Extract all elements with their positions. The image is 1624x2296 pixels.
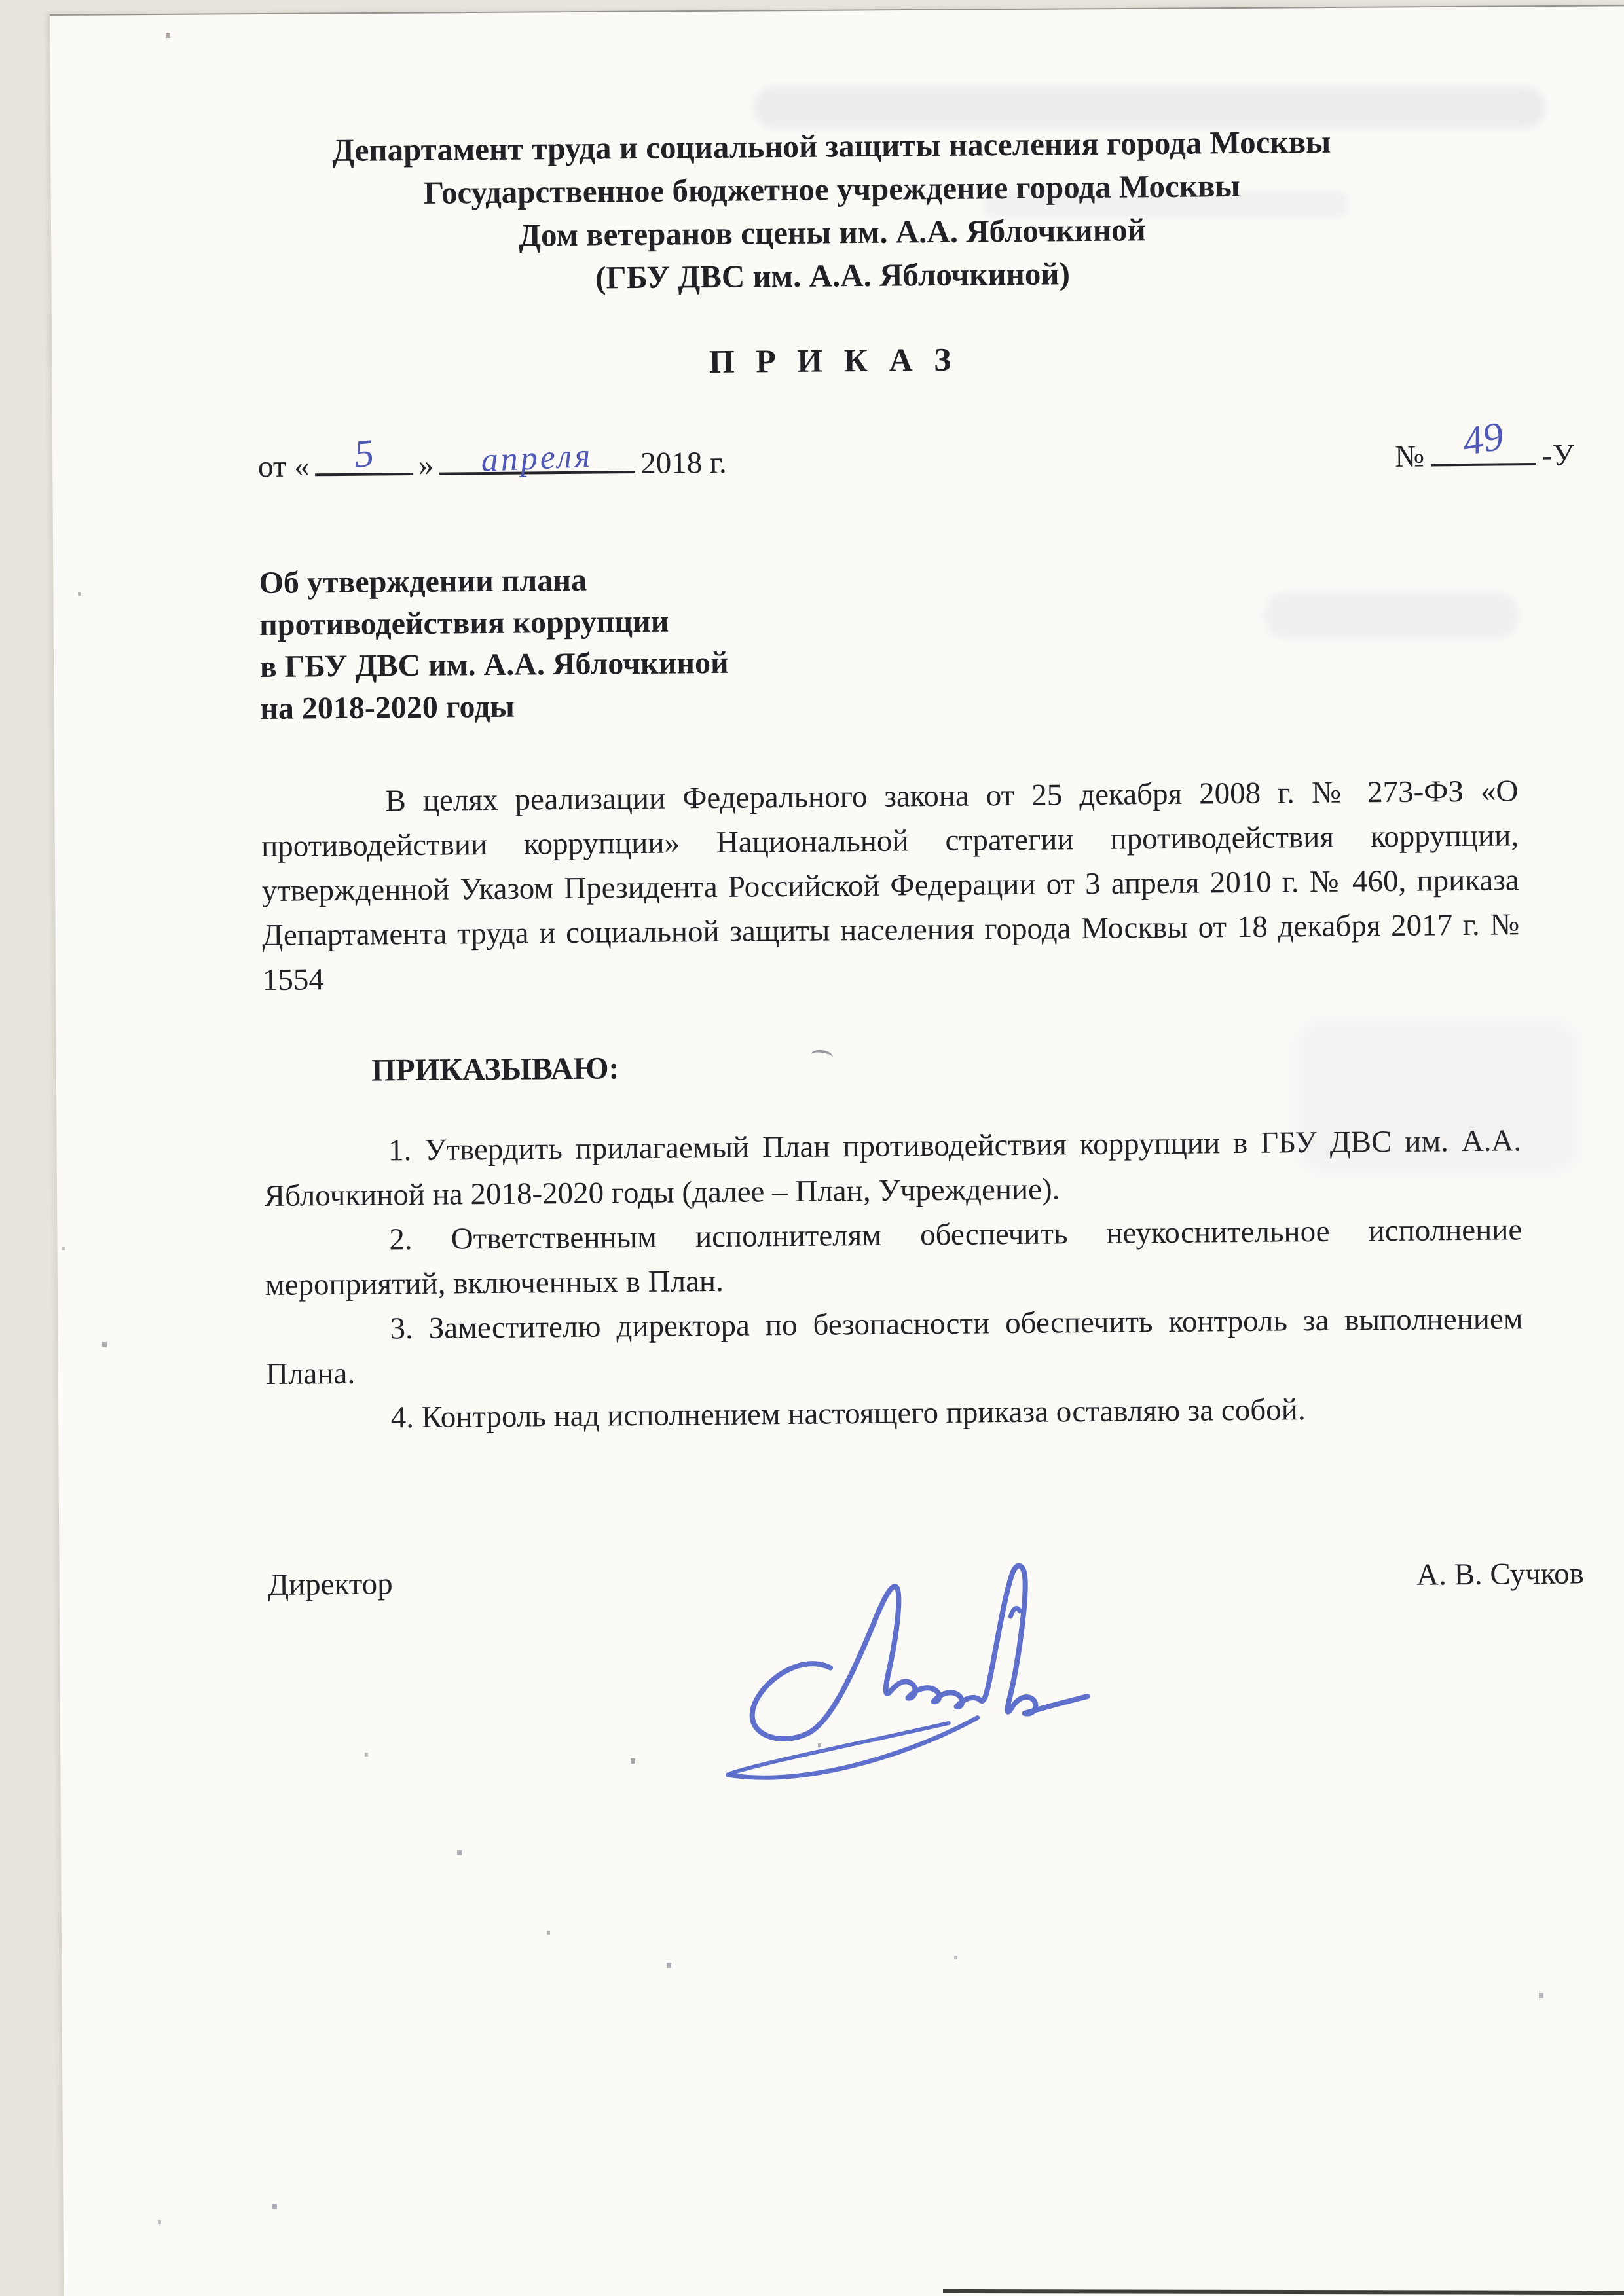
handwritten-signature-icon <box>719 1476 1115 1806</box>
subject-block <box>259 551 1576 731</box>
bleedthrough-artifact <box>1297 1021 1578 1172</box>
org-line-department: Департамент труда и социальной защиты населения города Москвы <box>332 123 1331 169</box>
subject-line: на 2018-2020 годы <box>260 689 515 727</box>
date-close-quote: » <box>418 448 434 483</box>
org-line-institution: Государственное бюджетное учреждение города Москвы <box>423 167 1240 211</box>
document-title: П Р И К А З <box>709 340 958 380</box>
order-item-4: 4. Контроль над исполнением настоящего приказа оставляю за собой. <box>390 1393 1306 1435</box>
org-line-house: Дом ветеранов сцены им. А.А. Яблочкиной <box>518 211 1146 253</box>
scan-specks <box>0 0 2 3</box>
order-item-3: 3. Заместителю директора по безопасности обеспечить контроль за выполнением Плана. <box>265 1302 1523 1392</box>
handwritten-day: 5 <box>352 431 376 476</box>
date-line <box>257 431 727 489</box>
bleedthrough-artifact <box>1264 592 1519 638</box>
number-label: № <box>1394 439 1425 474</box>
handwritten-number: 49 <box>1459 414 1507 465</box>
signature-row <box>268 1551 1585 1607</box>
date-and-number-row <box>257 414 1575 490</box>
bleedthrough-artifact <box>982 191 1349 217</box>
subject-line: Об утверждении плана <box>259 562 587 601</box>
date-prefix: от « <box>257 449 310 484</box>
resolution-word: ПРИКАЗЫВАЮ: <box>371 1051 619 1088</box>
date-day-blank <box>314 431 413 476</box>
number-suffix: -У <box>1541 438 1575 473</box>
intro-paragraph: В целях реализации Федерального закона от 25 декабря 2008 г. № 273-ФЗ «О противодействии коррупции» Национальной стратегии противодействия коррупции, утвержденной Указом Президента Российской Федерации от 3 апреля 2010 г. № 460, приказа Департамента труда и социальной защиты населения города Москвы от 18 декабря 2017 г. № 1554 <box>261 774 1520 998</box>
order-item-2: 2. Ответственным исполнителям обеспечить неукоснительное исполнение мероприятий, включенных в План. <box>265 1212 1522 1303</box>
order-item-1: 1. Утвердить прилагаемый План противодействия коррупции в ГБУ ДВС им. А.А. Яблочкиной на 2018-2020 годы (далее – План, Учреждение). <box>264 1123 1522 1214</box>
bleedthrough-artifact <box>753 86 1545 128</box>
handwritten-month: апреля <box>480 437 594 480</box>
date-month-blank <box>439 437 635 480</box>
signer-role: Директор <box>267 1567 393 1603</box>
subject-line: противодействия коррупции <box>259 604 669 643</box>
order-number <box>1394 414 1575 479</box>
number-blank <box>1431 414 1536 466</box>
signer-name: А. В. Сучков <box>1416 1556 1585 1592</box>
date-year: 2018 г. <box>640 445 727 481</box>
org-line-abbrev: (ГБУ ДВС им. А.А. Яблочкиной) <box>595 255 1071 296</box>
document-content <box>254 3 1584 1607</box>
subject-line: в ГБУ ДВС им. А.А. Яблочкиной <box>259 645 729 685</box>
